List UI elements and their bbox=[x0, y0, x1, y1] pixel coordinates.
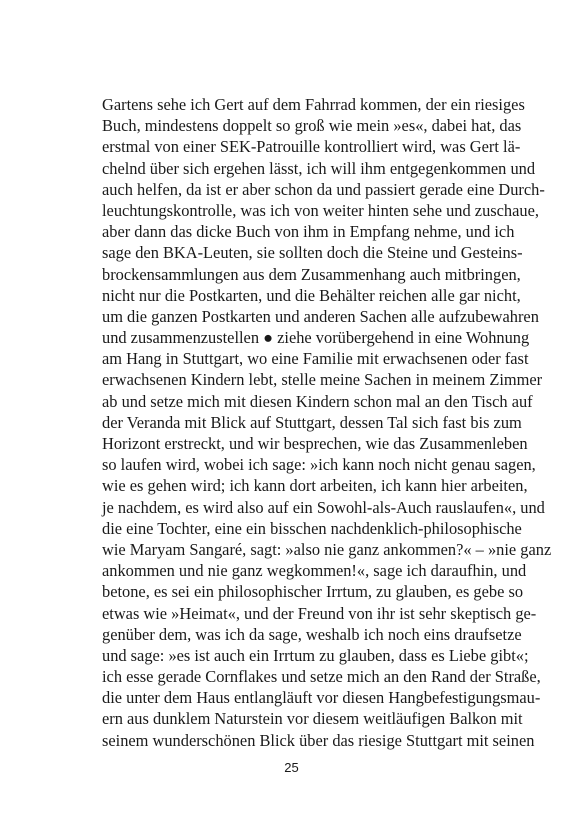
text-line: ich esse gerade Cornflakes und setze mich an den Rand der Straße, bbox=[102, 667, 541, 687]
text-line: ab und setze mich mit diesen Kindern schon mal an den Tisch auf bbox=[102, 391, 533, 411]
text-line: auch helfen, da ist er aber schon da und passiert gerade eine Durch- bbox=[102, 179, 545, 199]
text-line: der Veranda mit Blick auf Stuttgart, dessen Tal sich fast bis zum bbox=[102, 412, 522, 432]
text-line: betone, es sei ein philosophischer Irrtum, zu glauben, es gebe so bbox=[102, 582, 524, 602]
text-line: wie es gehen wird; ich kann dort arbeiten, ich kann hier arbeiten, bbox=[102, 476, 528, 496]
text-line: genüber dem, was ich da sage, weshalb ich noch eins draufsetze bbox=[102, 624, 522, 644]
text-line: und sage: »es ist auch ein Irrtum zu glauben, dass es Liebe gibt«; bbox=[102, 645, 529, 665]
text-line: und zusammenzustellen ● ziehe vorübergehend in eine Wohnung bbox=[102, 328, 530, 348]
text-line: nicht nur die Postkarten, und die Behälter reichen alle gar nicht, bbox=[102, 285, 521, 305]
text-line: am Hang in Stuttgart, wo eine Familie mit erwachsenen oder fast bbox=[102, 349, 529, 369]
text-line: aber dann das dicke Buch von ihm in Empfang nehme, und ich bbox=[102, 222, 515, 242]
text-line: erwachsenen Kindern lebt, stelle meine Sachen in meinem Zimmer bbox=[102, 370, 543, 390]
text-line: um die ganzen Postkarten und anderen Sachen alle aufzubewahren bbox=[102, 306, 539, 326]
body-text bbox=[102, 94, 552, 751]
text-line: Gartens sehe ich Gert auf dem Fahrrad kommen, der ein riesiges bbox=[102, 95, 525, 114]
text-line: sage den BKA-Leuten, sie sollten doch die Steine und Gesteins- bbox=[102, 243, 523, 263]
text-line: etwas wie »Heimat«, und der Freund von ihr ist sehr skeptisch ge- bbox=[102, 603, 537, 623]
text-line: je nachdem, es wird also auf ein Sowohl-als-Auch rauslaufen«, und bbox=[102, 497, 545, 517]
page-number: 25 bbox=[284, 760, 299, 775]
text-line: brockensammlungen aus dem Zusammenhang auch mitbringen, bbox=[102, 264, 521, 284]
text-line: seinem wunderschönen Blick über das riesige Stuttgart mit seinen bbox=[102, 730, 535, 750]
text-line: wie Maryam Sangaré, sagt: »also nie ganz ankommen?« – »nie ganz bbox=[102, 539, 552, 559]
text-line: erstmal von einer SEK-Patrouille kontrolliert wird, was Gert lä- bbox=[102, 137, 521, 157]
text-line: ern aus dunklem Naturstein vor diesem weitläufigen Balkon mit bbox=[102, 709, 523, 729]
text-line: die eine Tochter, eine ein bisschen nachdenklich-philosophische bbox=[102, 518, 522, 538]
text-line: die unter dem Haus entlangläuft vor diesen Hangbefestigungsmau- bbox=[102, 688, 541, 708]
text-line: so laufen wird, wobei ich sage: »ich kann noch nicht genau sagen, bbox=[102, 455, 536, 475]
text-line: leuchtungskontrolle, was ich von weiter hinten sehe und zuschaue, bbox=[102, 200, 539, 220]
text-line: Buch, mindestens doppelt so groß wie mein »es«, dabei hat, das bbox=[102, 116, 522, 136]
text-line: ankommen und nie ganz wegkommen!«, sage ich daraufhin, und bbox=[102, 561, 527, 581]
text-line: chelnd über sich ergehen lässt, ich will ihm entgegenkommen und bbox=[102, 158, 536, 178]
text-line: Horizont erstreckt, und wir besprechen, wie das Zusammenleben bbox=[102, 434, 528, 453]
